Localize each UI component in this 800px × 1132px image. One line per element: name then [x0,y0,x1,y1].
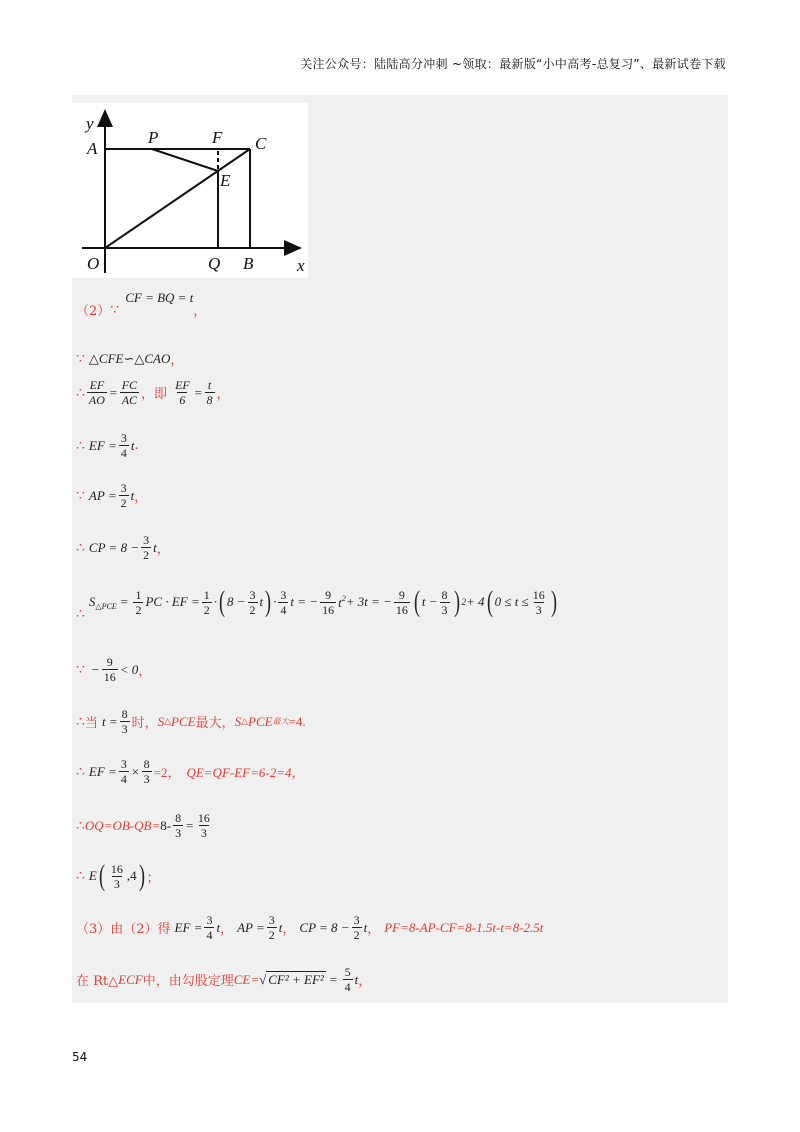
therefore-symbol: ∴ [76,713,85,730]
variable: t [130,437,135,453]
expression: 8 − [227,594,246,609]
max-value: =4. [288,713,306,729]
fraction: $\frac{3}{4}$ [206,913,213,942]
solution-line-5 [76,481,147,510]
label-B: B [243,254,254,273]
equals: = [185,817,194,833]
variable: t [216,919,221,935]
fraction: $\frac{16}{3}$ [532,587,545,617]
equation-lhs: CP = 8 − [299,919,350,935]
label-E: E [220,171,231,190]
fraction: $\frac{t}{8}$ [206,378,213,407]
fraction: $\frac{3}{4}$ [120,431,127,460]
expression: + 3t = − [345,594,392,609]
when-text: 当 [84,716,98,731]
inequality: < 0 [119,661,139,677]
fraction: $\frac{8}{3}$ [441,587,448,617]
equation-lhs: CP = 8 − [88,539,140,555]
dot: · [213,594,217,609]
triangle-name: ECF [118,971,143,987]
period: . [134,438,139,453]
fraction: $\frac{9}{16}$ [103,655,116,684]
solution-line-7: ∴ $S_{\triangle PCE}$ = $\frac{1}{2}$ PC · EF = $\frac{1}{2}$ · ( 8 − $\frac{3}{2}$ t ) · $\frac{3}{4}$ t = − $\frac{9}{16}$ $t^2$ + 3t = − $\frac{9}{16}$ ( t − $\frac{8}{3}$ ) 2 + 4 ( 0 ≤ t ≤ $\frac{16}{3}$ ) [76,585,557,622]
subscript-max: 最大 [272,717,289,726]
diagonal-OC [105,149,250,248]
ce-label: CE= [233,971,260,987]
equals: = [119,594,129,609]
because-symbol: ∵ [76,350,85,367]
because-symbol: ∵ [110,301,120,318]
label-y: y [86,114,94,133]
pf-equation: PF=8-AP-CF=8-1.5t-t=8-2.5t [384,919,544,935]
radical-sign: √ [259,971,267,987]
fraction: $\frac{16}{3}$ [110,861,123,891]
page-header: 关注公众号：陆陆高分冲刺 ~领取：最新版“小中高考-总复习”、最新试卷下载 [300,57,726,71]
comma: ， [216,387,230,402]
expression: t − [421,594,438,609]
solution-line-13 [76,913,543,942]
max-text: 最大， [195,716,235,731]
label-Q: Q [208,254,221,273]
domain-range: 0 ≤ t ≤ [494,594,529,609]
therefore-symbol: ∴ [76,437,85,454]
coordinate-diagram [72,103,308,278]
solution-line-12: ∴ E ( $\frac{16}{3}$ ,4 ) ； [76,859,160,892]
comma: ， [170,353,184,368]
expression: t = − [290,594,319,609]
times: × [130,763,140,779]
variable: t [153,539,157,555]
expression: + 4 [466,594,485,609]
because-symbol: ∵ [76,661,85,678]
text: 中，由勾股定理 [142,974,234,989]
comma: ， [282,922,296,937]
connector-text: ，即 [141,387,168,402]
variable: t [278,919,283,935]
variable: t [354,971,359,987]
fraction: $\frac{3}{2}$ [143,533,150,562]
triangle-name: PCE [248,713,273,729]
solution-line-3: ∴ $\frac{EF}{AO}$ = $\frac{FC}{AC}$ ，即 $\frac{EF}{6}$ = $\frac{t}{8}$ ， [76,378,230,407]
product: PC · EF = [145,594,200,609]
coordinate: ,4 [126,868,137,883]
part-label: （3）由（2）得 [76,922,171,937]
area-symbol: $S_{\triangle PCE}$ [88,593,117,611]
solution-line-14 [76,965,371,994]
equation-lhs: AP = [88,487,117,503]
solution-line-11 [76,811,214,840]
solution-line-2 [76,349,183,368]
equals: = [328,971,338,987]
fraction: $\frac{1}{2}$ [203,587,210,617]
equation: CF = BQ = t [125,289,194,305]
subscript: △ [164,716,172,726]
label-x: x [297,256,305,275]
t-squared: $t^2$ [338,593,346,610]
solution-line-10 [76,757,304,786]
variable: t [363,919,368,935]
page-number: 54 [72,1050,88,1064]
comma: ， [138,664,152,679]
qe-equation: QE=QF-EF=6-2=4， [186,765,305,780]
dot: · [273,594,277,609]
subscript: △ [241,716,249,726]
result: =2， [153,765,181,780]
label-F: F [212,128,223,147]
equation-lhs: AP = [237,919,265,935]
therefore-symbol: ∴ [76,868,85,884]
therefore-symbol: ∴ [76,817,85,834]
segment-PE [152,149,218,171]
label-O: O [87,254,100,273]
therefore-symbol: ∴ [76,384,85,401]
fraction: $\frac{3}{2}$ [249,587,256,617]
radicand: CF² + EF² [268,972,324,987]
similarity: △CFE∽△CAO [88,350,171,366]
therefore-symbol: ∴ [76,763,85,780]
label-C: C [255,134,267,153]
semicolon: ； [146,870,160,886]
therefore-symbol: ∴ [76,606,85,622]
fraction: $\frac{9}{16}$ [322,587,335,617]
comma: ， [156,542,170,557]
fraction: $\frac{3}{2}$ [353,913,360,942]
solution-line-1 [76,289,207,319]
fraction: $\frac{9}{16}$ [395,587,408,617]
equation-lhs: EF = [88,437,117,453]
geometry-figure [72,103,308,278]
fraction: $\frac{FC}{AC}$ [121,378,138,407]
equation-lhs: t = [101,713,118,729]
fraction: $\frac{3}{2}$ [120,481,127,510]
fraction: $\frac{16}{3}$ [197,811,210,840]
comma: ， [367,922,381,937]
solution-panel [72,95,728,1003]
equation-lhs: EF = [174,919,203,935]
point-E: E [88,868,97,883]
fraction: $\frac{3}{4}$ [120,757,127,786]
variable: t [259,594,264,609]
comma: ， [134,490,148,505]
fraction: $\frac{EF}{6}$ [175,378,190,407]
fraction: $\frac{3}{4}$ [280,587,287,617]
solution-line-6 [76,533,170,562]
fraction: $\frac{8}{3}$ [175,811,182,840]
connector-text: 时， [131,716,158,731]
comma: ， [220,922,234,937]
comma: ， [193,304,207,319]
fraction: $\frac{8}{3}$ [143,757,150,786]
area-symbol: S [234,713,242,729]
fraction: $\frac{5}{4}$ [344,965,351,994]
solution-line-9 [76,707,306,736]
label-P: P [148,128,159,147]
fraction: $\frac{EF}{AO}$ [88,378,105,407]
solution-line-4 [76,431,139,460]
variable: t [130,487,135,503]
therefore-symbol: ∴ [76,539,85,556]
area-symbol: S [157,713,165,729]
fraction: $\frac{8}{3}$ [121,707,128,736]
label-A: A [87,139,98,158]
comma: ， [358,974,372,989]
because-symbol: ∵ [76,487,85,504]
triangle-name: PCE [171,713,196,729]
exponent: 2 [461,597,467,607]
fraction: $\frac{1}{2}$ [135,587,142,617]
equation-lhs: EF = [88,763,117,779]
oq-equation: OQ=OB-QB= [84,817,161,833]
minus: − [90,661,100,677]
text: 在 Rt△ [76,974,119,989]
part-label: （2） [76,304,111,319]
solution-line-8 [76,655,151,684]
fraction: $\frac{3}{2}$ [268,913,275,942]
expression: 8- [160,817,172,833]
